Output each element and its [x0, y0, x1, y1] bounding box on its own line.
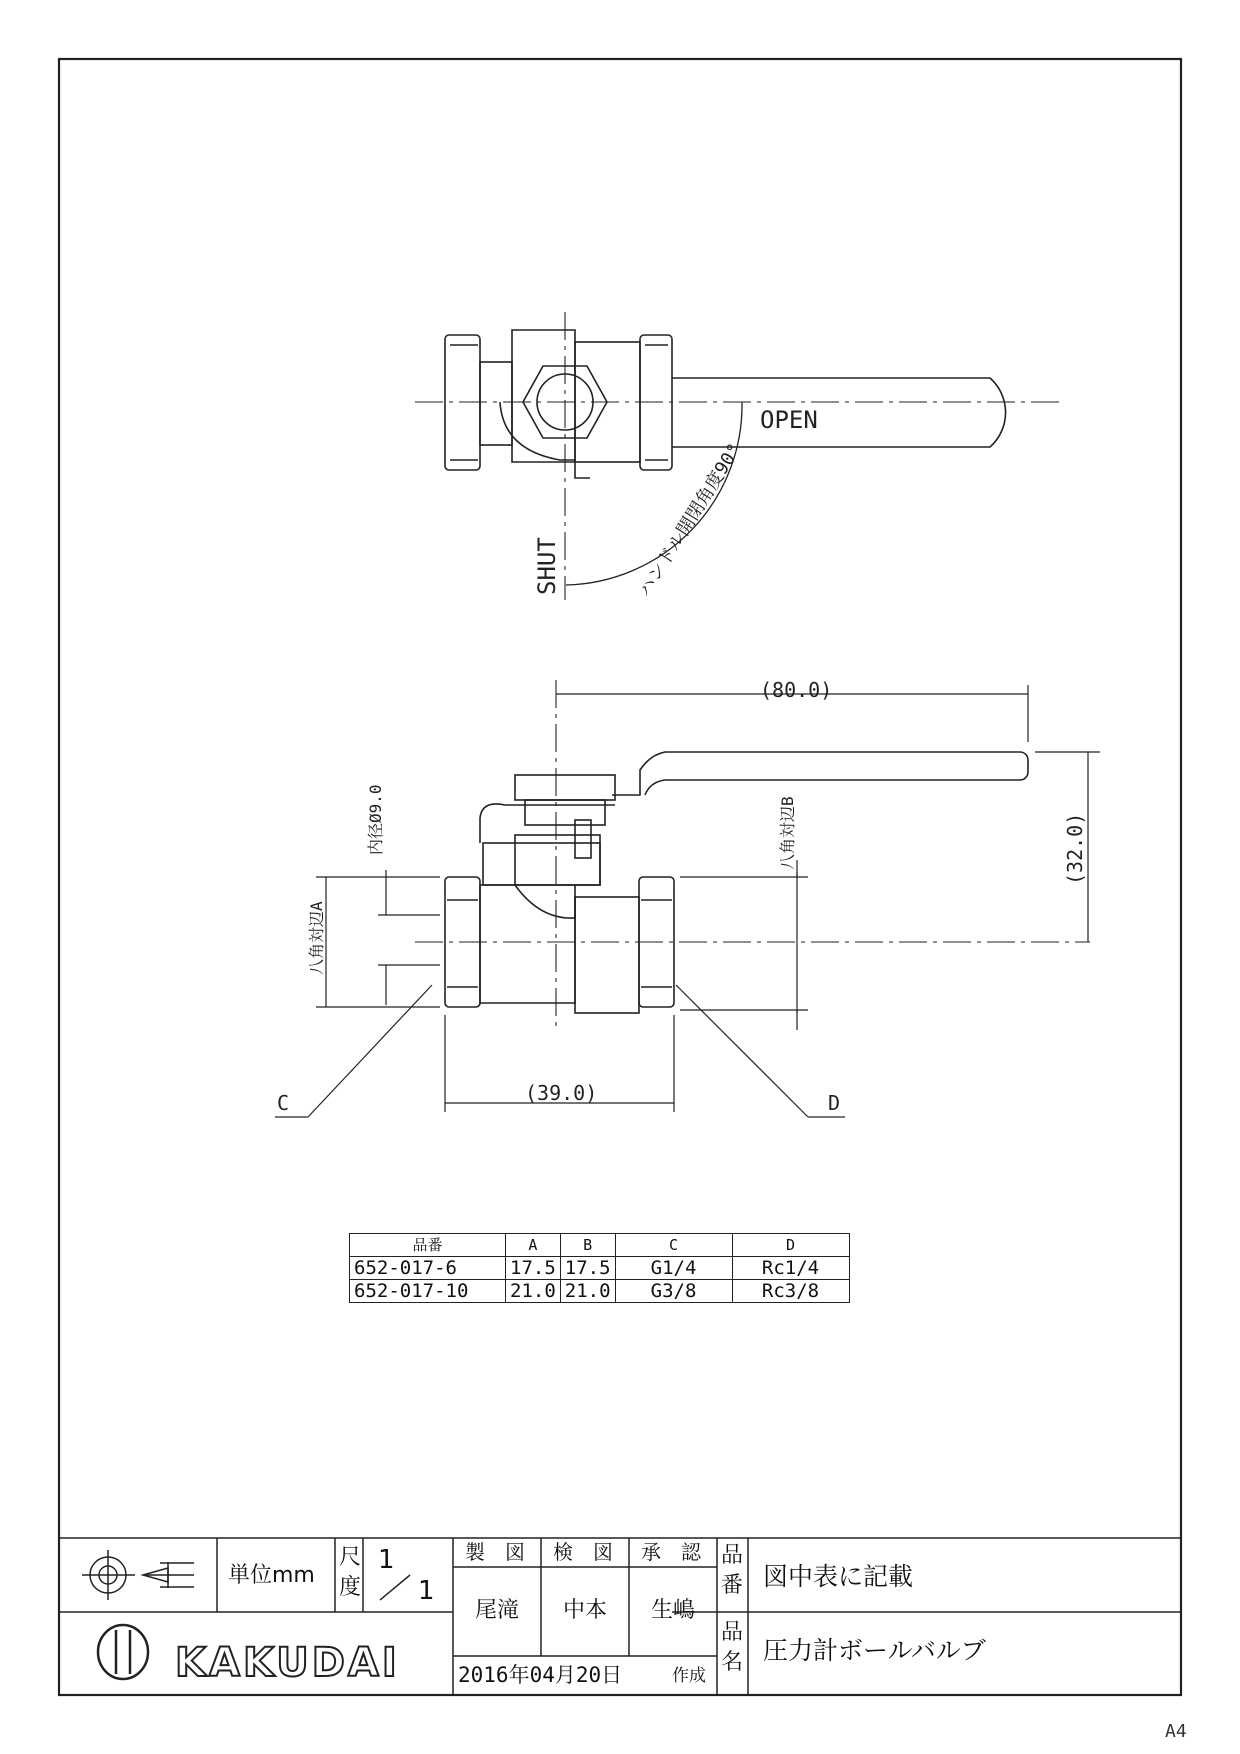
- cell-part-no: 652-017-10: [350, 1280, 506, 1303]
- cell-d: Rc3/8: [732, 1280, 849, 1303]
- approved-label: 承 認: [641, 1540, 701, 1564]
- callout-d: D: [828, 1091, 841, 1115]
- table-row: [350, 1280, 850, 1303]
- dim-octagon-a: 八角対辺A: [307, 901, 326, 975]
- sheet-border: [59, 59, 1181, 1695]
- dim-inner-dia: 内径Ø9.0: [366, 784, 385, 855]
- scale-label-1: 尺: [339, 1545, 362, 1570]
- part-name-label-1: 品: [721, 1620, 744, 1645]
- checked-by: 中本: [563, 1598, 608, 1623]
- open-label: OPEN: [760, 406, 818, 434]
- spec-table-header: [350, 1234, 850, 1257]
- dim-body-length: (39.0): [525, 1081, 598, 1105]
- paper-size: A4: [1165, 1721, 1187, 1742]
- shut-label: SHUT: [533, 537, 561, 595]
- drawing-date: 2016年04月20日: [458, 1663, 623, 1687]
- scale-label-2: 度: [339, 1575, 362, 1600]
- unit-label: 単位mm: [228, 1563, 315, 1588]
- header-part-no: 品番: [350, 1234, 506, 1257]
- part-no-label-1: 品: [721, 1543, 744, 1568]
- scale-denominator: 1: [418, 1576, 435, 1606]
- cell-d: Rc1/4: [732, 1257, 849, 1280]
- cell-b: 21.0: [560, 1280, 615, 1303]
- header-c: C: [615, 1234, 732, 1257]
- dim-height: (32.0): [1063, 812, 1087, 885]
- spec-table: [349, 1233, 850, 1303]
- part-no-value: 図中表に記載: [763, 1562, 914, 1591]
- cell-part-no: 652-017-6: [350, 1257, 506, 1280]
- cell-c: G1/4: [615, 1257, 732, 1280]
- dim-octagon-b: 八角対辺B: [778, 796, 797, 870]
- callout-c: C: [277, 1091, 290, 1115]
- cell-c: G3/8: [615, 1280, 732, 1303]
- date-suffix: 作成: [672, 1666, 706, 1686]
- header-b: B: [560, 1234, 615, 1257]
- table-row: [350, 1257, 850, 1280]
- kakudai-logo: KAKUDAI: [175, 1640, 400, 1686]
- drawn-label: 製 図: [465, 1540, 525, 1564]
- cell-a: 17.5: [506, 1257, 561, 1280]
- part-name-value: 圧力計ボールバルブ: [763, 1636, 986, 1665]
- valve-front-view: [415, 680, 1090, 1030]
- header-d: D: [732, 1234, 849, 1257]
- part-name-label-2: 名: [721, 1650, 744, 1675]
- header-a: A: [506, 1234, 561, 1257]
- drawn-by: 尾滝: [475, 1598, 520, 1623]
- approved-by: 生嶋: [651, 1598, 696, 1623]
- dim-overall-length: (80.0): [760, 678, 833, 702]
- part-no-label-2: 番: [721, 1573, 744, 1598]
- dimension-lines: [275, 685, 1100, 1117]
- cell-a: 21.0: [506, 1280, 561, 1303]
- cell-b: 17.5: [560, 1257, 615, 1280]
- checked-label: 検 図: [553, 1540, 613, 1564]
- scale-numerator: 1: [378, 1545, 395, 1575]
- handle-angle-label: ハンドル開閉角度90°: [634, 439, 746, 601]
